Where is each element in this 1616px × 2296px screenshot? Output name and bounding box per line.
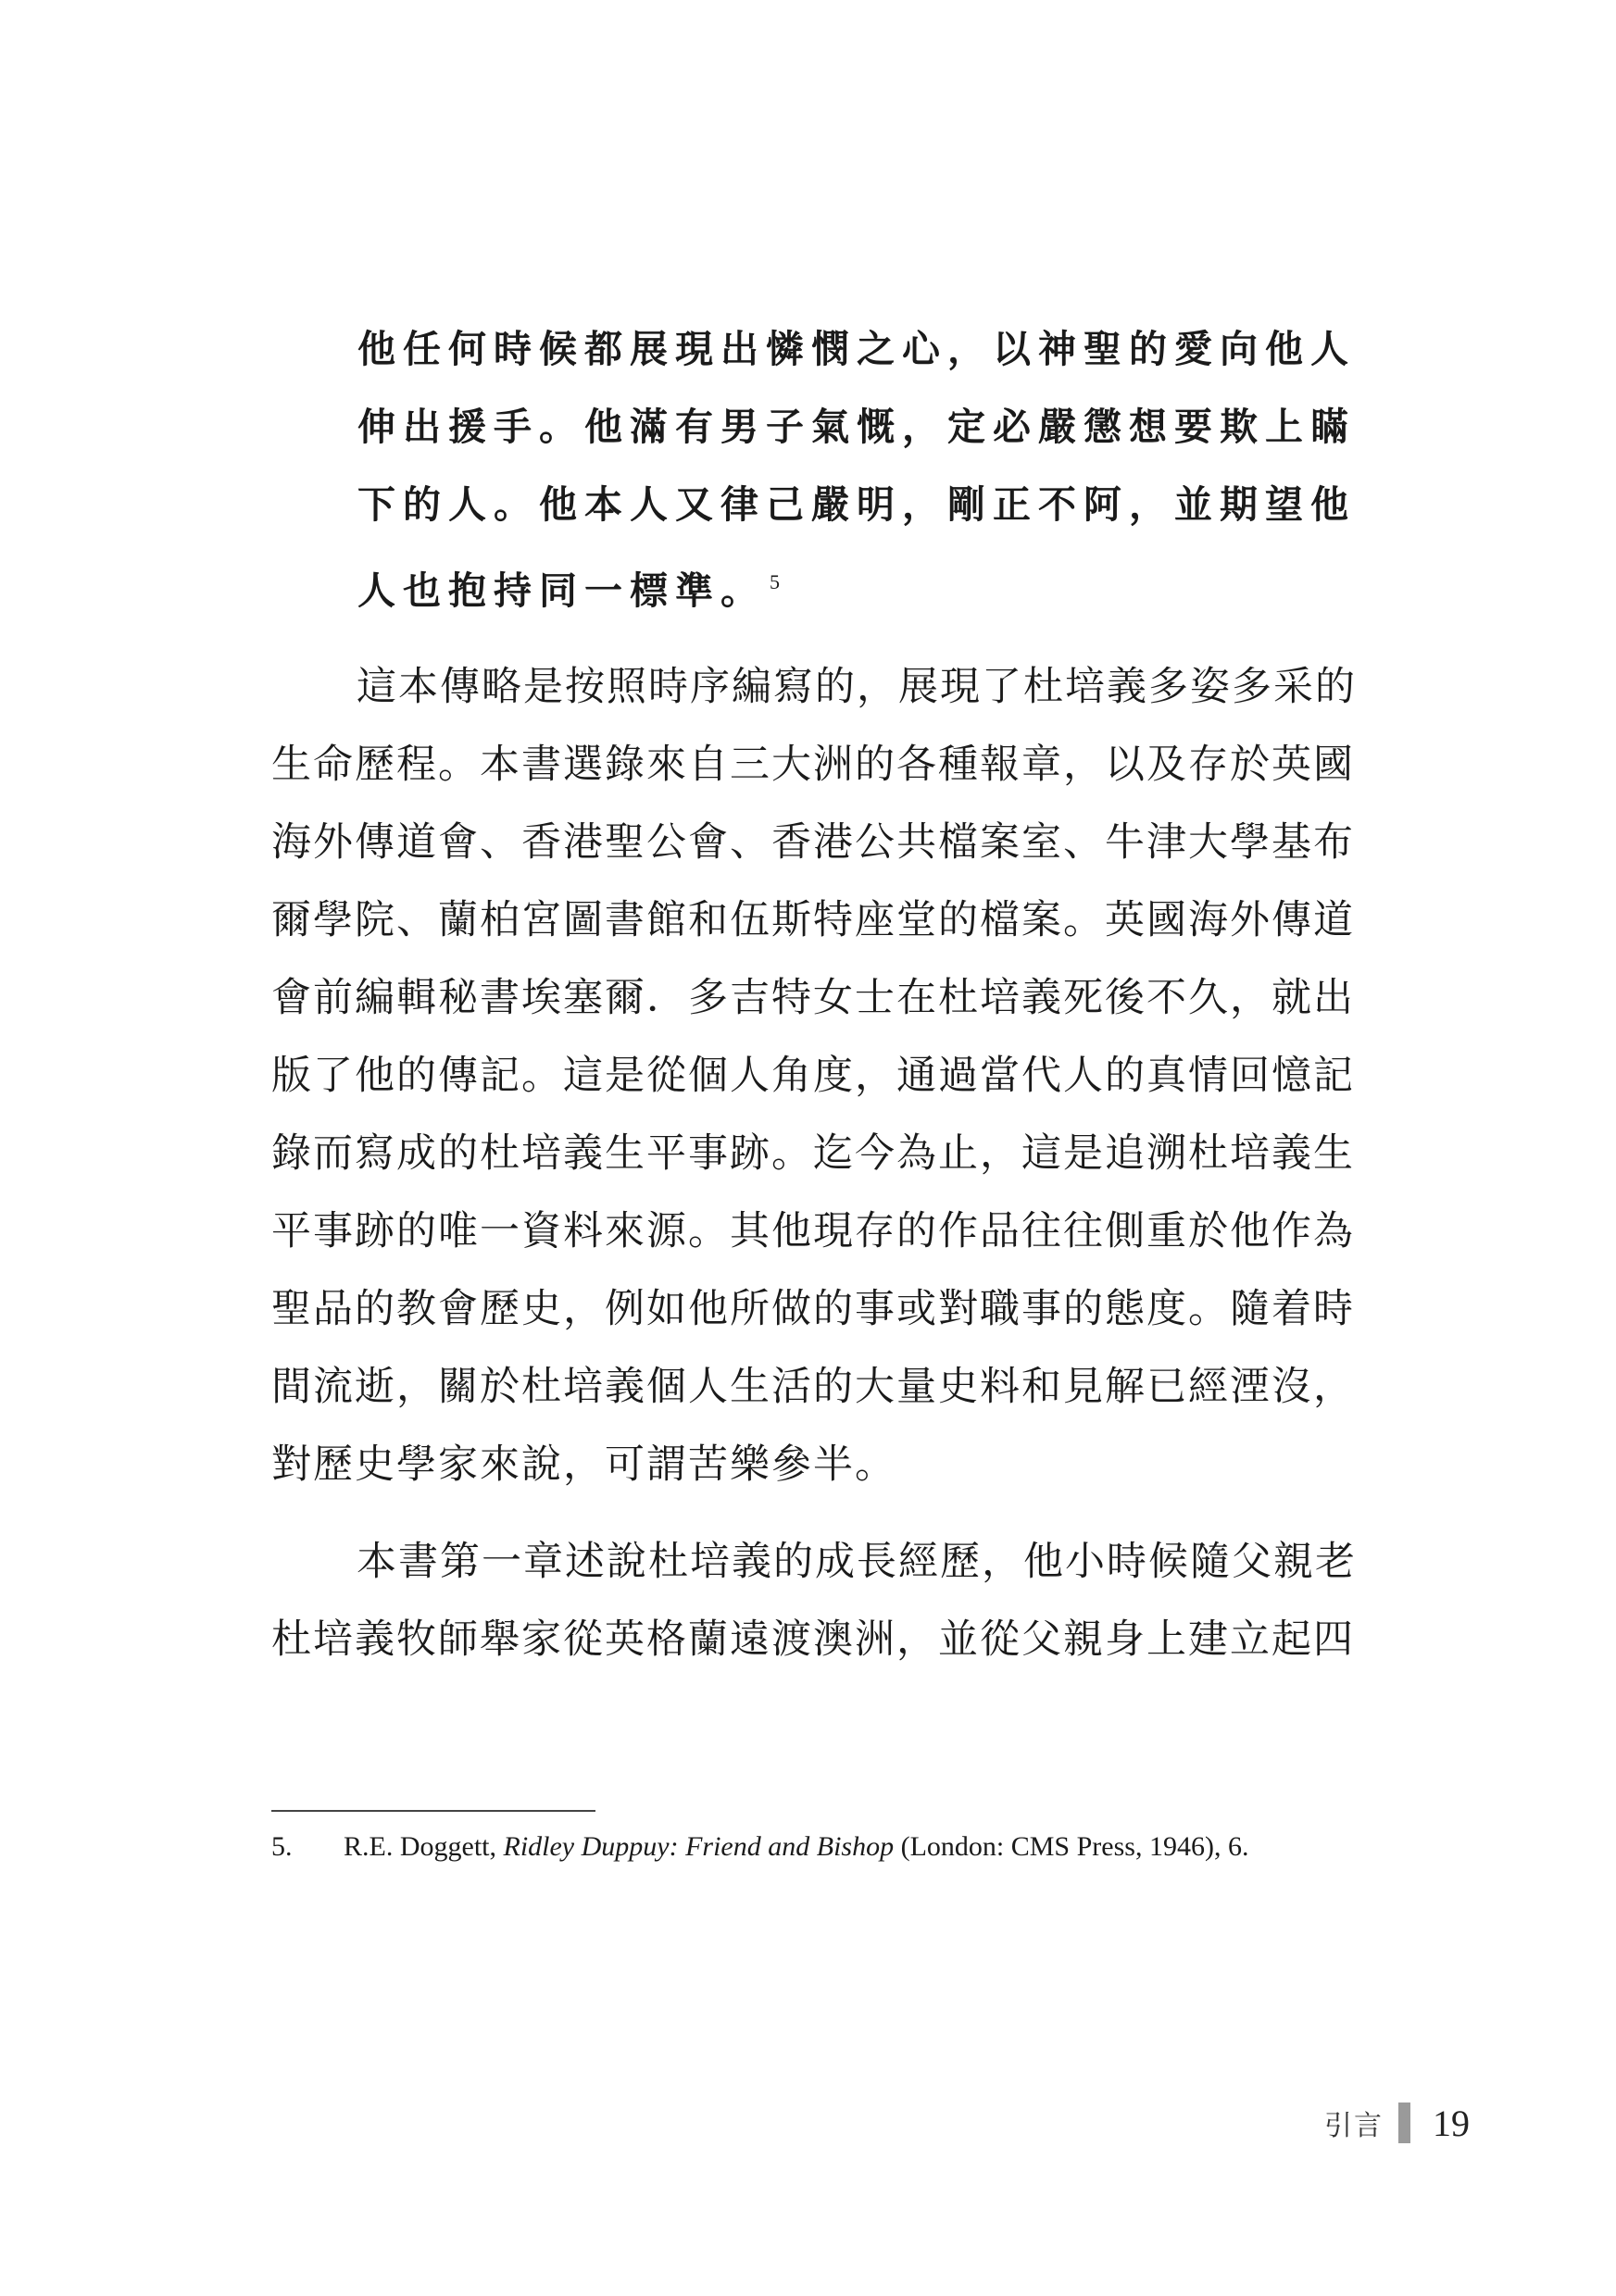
paragraph-line: 錄而寫成的杜培義生平事跡。迄今為止，這是追溯杜培義生 [271,1130,1355,1177]
footnote-divider [271,1810,595,1812]
footer-bar-mark [1398,2103,1410,2143]
paragraph-line: 會前編輯秘書埃塞爾．多吉特女士在杜培義死後不久，就出 [271,975,1355,1021]
footnote-title: Ridley Duppuy: Friend and Bishop [503,1831,895,1862]
paragraph-line: 本書第一章述說杜培義的成長經歷，他小時候隨父親老 [357,1539,1357,1585]
body-paragraph [271,648,1357,1504]
running-section-label: 引言 [1324,2110,1384,2142]
paragraph-line: 海外傳道會、香港聖公會、香港公共檔案室、牛津大學基布 [271,819,1355,866]
paragraph-line: 間流逝，關於杜培義個人生活的大量史料和見解已經湮沒， [271,1364,1355,1410]
paragraph-line: 這本傳略是按照時序編寫的，展現了杜培義多姿多采的 [357,664,1357,710]
quote-line-text: 人也抱持同一標準。 [357,568,766,613]
paragraph-line: 生命歷程。本書選錄來自三大洲的各種報章，以及存於英國 [271,742,1355,788]
footnote [271,1828,1346,1866]
footnote-publication: (London: CMS Press, 1946), 6. [894,1831,1249,1862]
paragraph-line: 聖品的教會歷史，例如他所做的事或對職事的態度。隨着時 [271,1286,1355,1332]
quote-line: 他任何時候都展現出憐憫之心，以神聖的愛向他人 [357,327,1356,371]
paragraph-line: 平事跡的唯一資料來源。其他現存的作品往往側重於他作為 [271,1208,1355,1254]
paragraph-line: 爾學院、蘭柏宮圖書館和伍斯特座堂的檔案。英國海外傳道 [271,897,1355,943]
paragraph-line: 對歷史學家來說，可謂苦樂參半。 [271,1441,896,1488]
quote-line: 伸出援手。他滿有男子氣慨，定必嚴懲想要欺上瞞 [357,405,1356,449]
body-paragraph [271,1523,1357,1678]
block-quote [357,310,1356,630]
page-footer [1324,2100,1470,2146]
quote-line: 下的人。他本人又律己嚴明，剛正不阿，並期望他 [357,482,1356,527]
page-number: 19 [1433,2102,1470,2144]
footnote-number: 5. [271,1831,293,1862]
footnote-reference[interactable]: 5 [770,570,780,593]
paragraph-line: 杜培義牧師舉家從英格蘭遠渡澳洲，並從父親身上建立起四 [271,1616,1355,1663]
footnote-author: R.E. Doggett, [344,1831,504,1862]
paragraph-line: 版了他的傳記。這是從個人角度，通過當代人的真情回憶記 [271,1053,1355,1099]
quote-line-last [357,543,1265,630]
